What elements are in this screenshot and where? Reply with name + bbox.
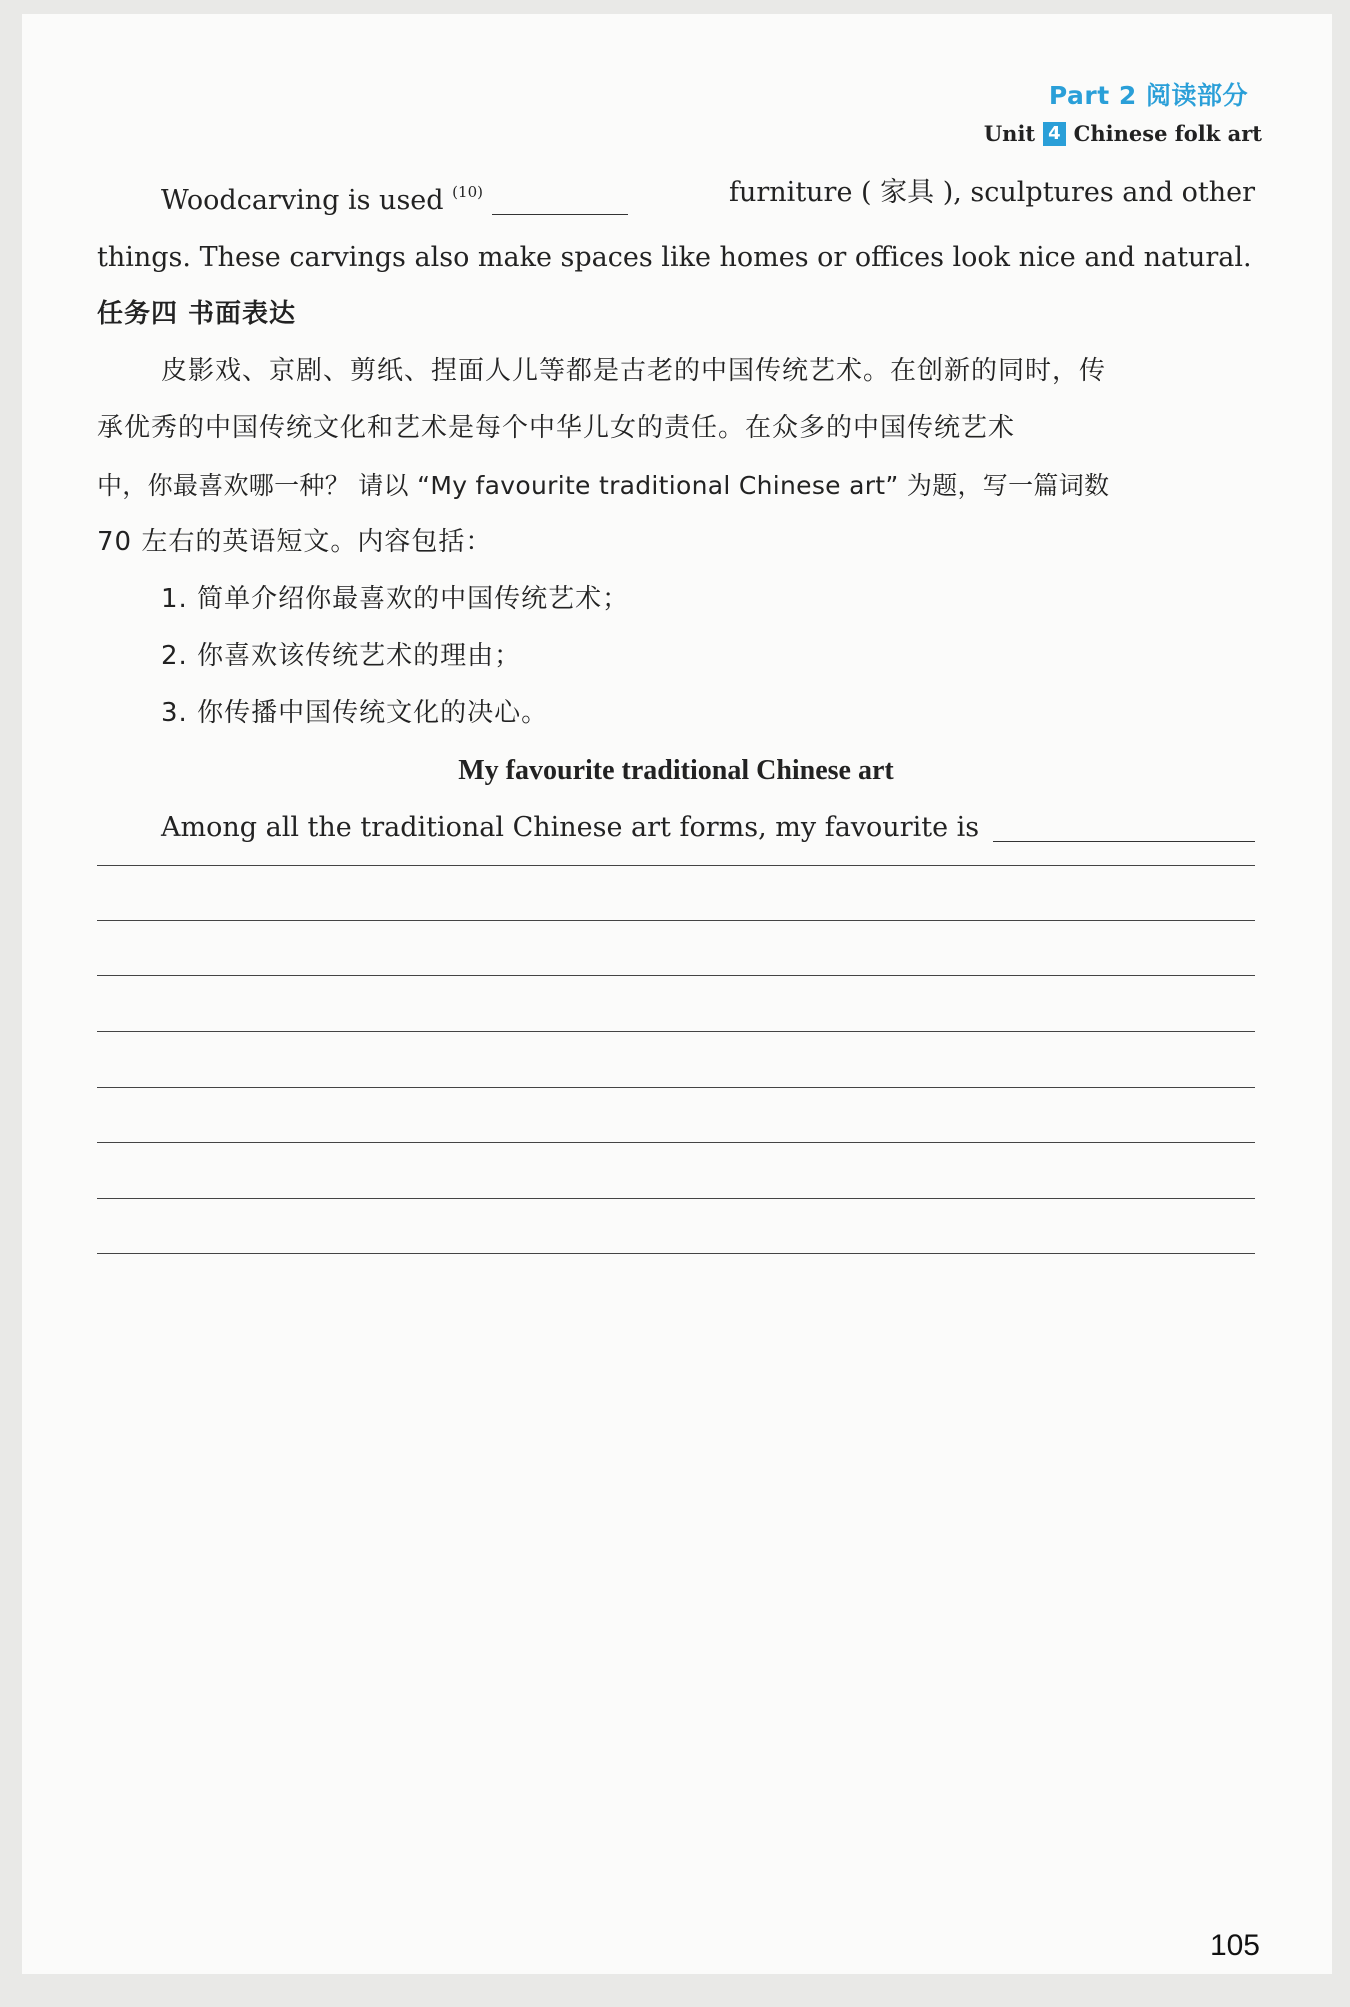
requirement-3: 3. 你传播中国传统文化的决心。 <box>161 698 549 728</box>
passage-text-start: Woodcarving is used <box>161 185 444 216</box>
essay-writing-blank[interactable] <box>993 809 1255 842</box>
prompt-line-1: 皮影戏、京剧、剪纸、捏面人儿等都是古老的中国传统艺术。在创新的同时，传 <box>161 356 1107 386</box>
writing-line-5[interactable] <box>97 1087 1255 1088</box>
unit-title: Chinese folk art <box>1073 121 1262 146</box>
writing-line-4[interactable] <box>97 1031 1255 1032</box>
prompt-line-2: 承优秀的中国传统文化和艺术是每个中华儿女的责任。在众多的中国传统艺术 <box>97 413 1016 443</box>
writing-line-2[interactable] <box>97 920 1255 921</box>
writing-line-8[interactable] <box>97 1253 1255 1254</box>
essay-title: My favourite traditional Chinese art <box>458 755 894 786</box>
header-part: Part 2 阅读部分 <box>1048 81 1248 110</box>
requirement-2: 2. 你喜欢该传统艺术的理由； <box>161 641 522 671</box>
requirement-1: 1. 简单介绍你最喜欢的中国传统艺术； <box>161 584 630 614</box>
passage-text-end: furniture ( 家具 ), sculptures and other <box>729 177 1255 208</box>
unit-label: Unit <box>983 121 1036 146</box>
passage-line-2: things. These carvings also make spaces like homes or offices look nice and natural. <box>97 242 1252 273</box>
answer-blank-10[interactable] <box>492 182 628 215</box>
passage-line-1 <box>97 164 1255 229</box>
prompt-line-4: 70 左右的英语短文。内容包括： <box>97 527 493 557</box>
task-title: 任务四 书面表达 <box>97 299 297 329</box>
prompt-line-3: 中，你最喜欢哪一种？ 请以 “My favourite traditional Chinese art” 为题，写一篇词数 <box>97 471 1110 500</box>
page-number: 105 <box>1209 1929 1260 1962</box>
essay-opening-line <box>97 799 1255 856</box>
writing-line-1[interactable] <box>97 865 1255 866</box>
writing-line-6[interactable] <box>97 1142 1255 1143</box>
unit-number-badge: 4 <box>1043 122 1066 146</box>
page-content <box>97 164 1255 856</box>
writing-line-3[interactable] <box>97 975 1255 976</box>
essay-opening: Among all the traditional Chinese art forms, my favourite is <box>161 812 980 843</box>
blank-number: (10) <box>452 183 483 201</box>
writing-line-7[interactable] <box>97 1198 1255 1199</box>
workbook-page <box>22 14 1332 1974</box>
header-unit <box>984 121 1262 146</box>
